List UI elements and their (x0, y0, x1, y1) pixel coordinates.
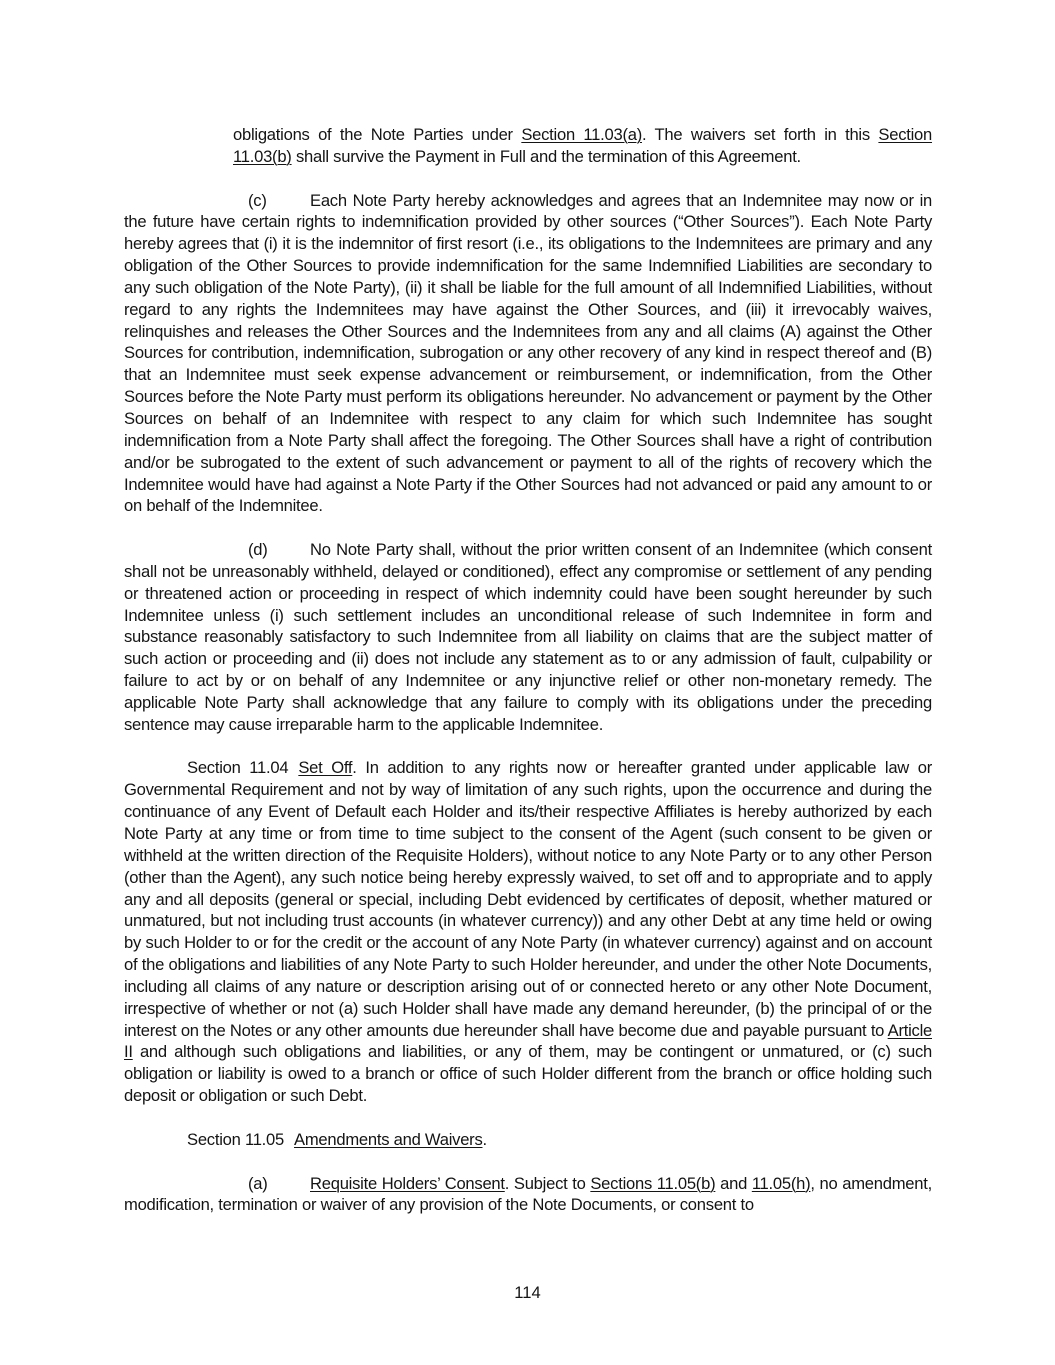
text: and (715, 1173, 752, 1193)
cross-reference-article-ii[interactable]: Article II (124, 1020, 932, 1062)
paragraph-c (124, 190, 932, 518)
paragraph-continuation (233, 124, 932, 168)
paragraph-d (124, 539, 932, 736)
paragraph-heading: Requisite Holders’ Consent (310, 1173, 505, 1193)
cross-reference-section-11-03b[interactable]: Section 11.03(b) (233, 125, 933, 166)
paragraph-a (124, 1173, 932, 1217)
text: , no amendment, modification, termination or waiver of any provision of the Note Documents, or consent to (124, 1173, 932, 1215)
section-11-05 (124, 1129, 932, 1151)
section-11-04 (124, 757, 932, 1107)
text: shall survive the Payment in Full and the termination of this Agreement. (291, 146, 801, 166)
text: . Subject to (504, 1173, 591, 1193)
page-number: 114 (514, 1283, 541, 1302)
paragraph-text: Each Note Party hereby acknowledges and agrees that an Indemnitee may now or in the future have certain rights to indemnification provided by other sources (“Other Sources”). Each Note Party hereby agrees that (i) it is the indemnitor of first resort (i.e., its obligations to the Indemnitees are primary and any obligation of the Other Sources to provide indemnification for the same Indemnified Liabilities are secondary to any such obligation of the Note Party), (ii) it shall be liable for the full amount of all Indemnified Liabilities, without regard to any rights the Indemnitees may have against the Other Sources, and (iii) it irrevocably waives, relinquishes and releases the Other Sources and the Indemnitees from any and all claims (A) against the Other Sources for contribution, indemnification, subrogation or any other recovery of any kind in respect thereof and (B) that an Indemnitee must seek expense advancement or reimbursement, or indemnification, from the Other Sources before the Note Party must perform its obligations hereunder. No advancement or payment by the Other Sources on behalf of an Indemnitee with respect to any claim for which such Indemnitee has sought indemnification from a Note Party shall affect the foregoing. The Other Sources shall have a right of contribution and/or be subrogated to the extent of such advancement or payment to all of the rights of recovery which the Indemnitee would have had against a Note Party if the Other Sources had not advanced or paid any amount to or on behalf of the Indemnitee. (124, 190, 932, 516)
section-text: and although such obligations and liabilities, or any of them, may be contingent or unmatured, or (c) such obligation or liability is owed to a branch or office of such Holder different from the branch or office holding such deposit or obligation or such Debt. (124, 1042, 932, 1106)
section-heading: Set Off (298, 758, 353, 778)
cross-reference-section-11-03a[interactable]: Section 11.03(a) (521, 125, 642, 144)
text: . The waivers set forth in this (642, 125, 879, 144)
section-number: Section 11.04 (187, 758, 289, 778)
cross-reference-section-11-05b[interactable]: Sections 11.05(b) (590, 1173, 716, 1193)
paragraph-label: (c) (248, 190, 267, 210)
paragraph-label: (a) (248, 1173, 268, 1193)
document-page (124, 124, 932, 1216)
paragraph-label: (d) (248, 540, 268, 560)
punctuation: . (482, 1129, 487, 1149)
paragraph-text: No Note Party shall, without the prior written consent of an Indemnitee (which consent shall not be unreasonably withheld, delayed or conditioned), effect any compromise or settlement of any pending or threatened action or proceeding in respect of which indemnity could have been sought hereunder by such Indemnitee unless (i) such settlement includes an unconditional release of such Indemnitee in form and substance reasonably satisfactory to such Indemnitee from all liability on claims that are the subject matter of such action or proceeding and (ii) does not include any statement as to or any admission of fault, culpability or failure to act by or on behalf of any Indemnitee or any injunctive relief or other non-monetary remedy. The applicable Note Party shall acknowledge that any failure to comply with its obligations under the preceding sentence may cause irreparable harm to the applicable Indemnitee. (124, 540, 932, 734)
text: obligations of the Note Parties under (233, 125, 522, 144)
section-number: Section 11.05 (187, 1129, 285, 1149)
section-heading: Amendments and Waivers (294, 1129, 483, 1149)
cross-reference-section-11-05h[interactable]: 11.05(h) (751, 1173, 811, 1193)
section-text: . In addition to any rights now or hereafter granted under applicable law or Governmental Requirement and not by way of limitation of any such rights, upon the occurrence and during the continuance of any Event of Default each Holder and its/their respective Affiliates is hereby authorized by each Note Party at any time or from time to time subject to the consent of the Agent (such consent to be given or withheld at the written direction of the Requisite Holders), without notice to any Note Party or to any other Person (other than the Agent), any such notice being hereby expressly waived, to set off and to appropriate and to apply any and all deposits (general or special, including Debt evidenced by certificates of deposit, whether matured or unmatured, but not including trust accounts (in whatever currency)) and any other Debt at any time held or owing by such Holder to or for the credit or the account of any Note Party (in whatever currency) against and on account of the obligations and liabilities of any Note Party to such Holder hereunder, and under the other Note Documents, including all claims of any nature or description arising out of or connected hereto or any other Note Document, irrespective of whether or not (a) such Holder shall have made any demand hereunder, (b) the principal of or the interest on the Notes or any other amounts due hereunder shall have become due and payable pursuant to (124, 758, 932, 1040)
